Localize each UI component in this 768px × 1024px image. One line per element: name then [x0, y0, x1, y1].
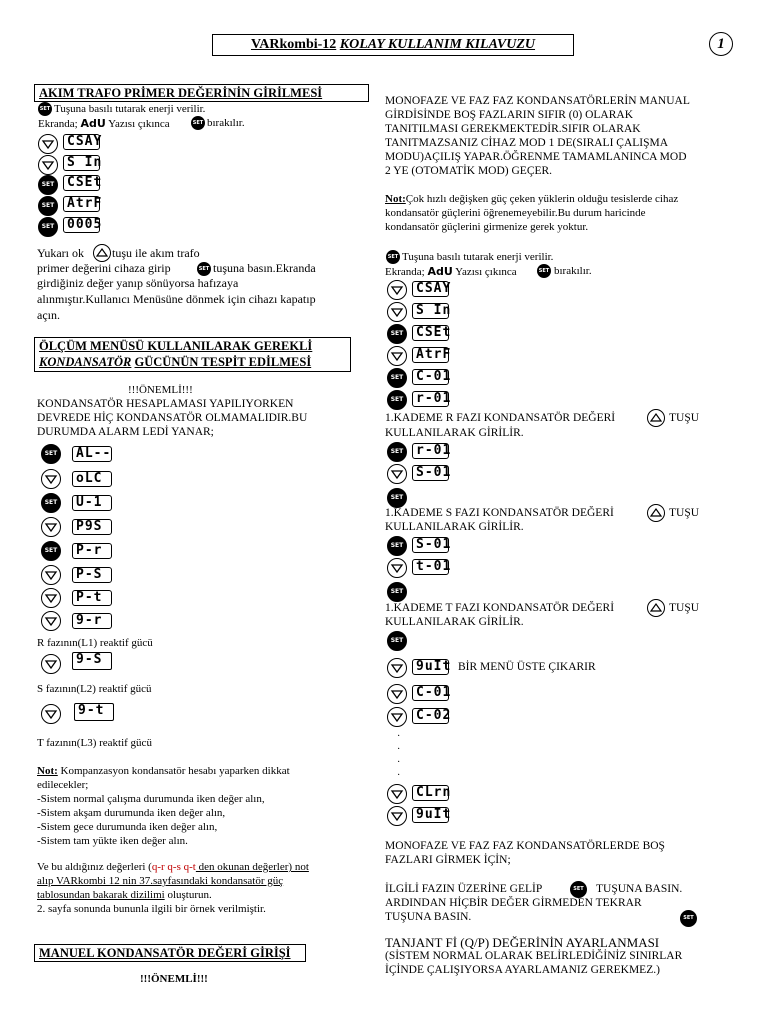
- section1-title: AKIM TRAFO PRİMER DEĞERİNİN GİRİLMESİ: [34, 84, 369, 102]
- sec1-para2: primer değerini cihaza girip: [37, 261, 171, 275]
- sec1-line1: Tuşuna basılı tutarak enerji verilir.: [54, 103, 206, 115]
- set-icon: SET: [680, 910, 697, 927]
- right-line2-end: bırakılır.: [554, 265, 592, 277]
- lcd-display: CSEt: [412, 325, 449, 341]
- step-r-tusu: TUŞU: [669, 412, 700, 424]
- lcd-display: CSAY: [412, 281, 449, 297]
- set-icon: SET: [38, 217, 58, 237]
- section3-title: MANUEL KONDANSATÖR DEĞERİ GİRİŞİ: [34, 944, 306, 962]
- ellipsis-dots: · · · ·: [397, 731, 401, 781]
- set-icon: SET: [387, 582, 407, 602]
- sec1-para3: girdiğiniz değer yanıp sönüyorsa hafızaya: [37, 276, 239, 290]
- lcd-display: CSAY: [63, 134, 100, 150]
- lcd-display: C-01: [412, 685, 449, 701]
- lcd-display: AtrF: [412, 347, 449, 363]
- down-arrow-icon: [41, 654, 61, 674]
- sec1-para2b: tuşuna basın.Ekranda: [213, 261, 316, 275]
- down-arrow-icon: [387, 806, 407, 826]
- lcd-display: 9-t: [74, 703, 114, 721]
- down-arrow-icon: [387, 707, 407, 727]
- step-s2: KULLANILARAK GİRİLİR.: [385, 521, 524, 533]
- right-note1: Not:Çok hızlı değişken güç çeken yüklerin olduğu tesislerde cihaz: [385, 193, 679, 205]
- set-icon: SET: [41, 444, 61, 464]
- page-number: 1: [709, 32, 733, 56]
- set-icon: SET: [387, 631, 407, 651]
- ilgili1b: TUŞUNA BASIN.: [596, 883, 683, 895]
- sec2-p3: tablosundan bakarak dizilimi oluşturun.: [37, 889, 212, 901]
- intro5: MODU)AÇILIŞ YAPAR.ÖĞRENME TAMAMLANINCA MOD: [385, 151, 687, 163]
- lcd-display: 9-r: [72, 613, 112, 629]
- ilgili1: İLGİLİ FAZIN ÜZERİNE GELİP: [385, 883, 543, 895]
- lcd-display: S In: [63, 155, 100, 171]
- sec2-warn1: KONDANSATÖR HESAPLAMASI YAPILIYORKEN: [37, 398, 294, 410]
- lcd-display: r-01: [412, 443, 449, 459]
- lcd-display: 0005: [63, 217, 100, 233]
- set-icon: SET: [387, 536, 407, 556]
- up-arrow-icon: [647, 504, 665, 522]
- tanjant2: İÇİNDE ÇALIŞIYORSA AYARLAMANIZ GEREKMEZ.): [385, 964, 660, 976]
- down-arrow-icon: [387, 684, 407, 704]
- title-brand: VARkombi-12: [250, 37, 337, 52]
- set-icon: SET: [387, 368, 407, 388]
- lcd-display: CLrn: [412, 785, 449, 801]
- sec2-p4: 2. sayfa sonunda bununla ilgili bir örnek verilmiştir.: [37, 903, 266, 915]
- lcd-display: P-t: [72, 590, 112, 606]
- t-phase-label: T fazının(L3) reaktif gücü: [37, 737, 152, 749]
- intro6: 2 YE (OTOMATİK MOD) GEÇER.: [385, 165, 553, 177]
- sec2-warn3: DURUMDA ALARM LEDİ YANAR;: [37, 426, 214, 438]
- set-icon: SET: [570, 881, 587, 898]
- down-arrow-icon: [41, 588, 61, 608]
- set-icon: SET: [537, 264, 551, 278]
- lcd-display: t-01: [412, 559, 449, 575]
- title-rest: KOLAY KULLANIM KILAVUZU: [339, 37, 536, 52]
- right-line1: Tuşuna basılı tutarak enerji verilir.: [402, 251, 554, 263]
- lcd-display: P9S: [72, 519, 112, 535]
- intro1: MONOFAZE VE FAZ FAZ KONDANSATÖRLERİN MANUAL: [385, 95, 690, 107]
- step-r2: KULLANILARAK GİRİLİR.: [385, 427, 524, 439]
- set-icon: SET: [387, 488, 407, 508]
- right-note2: kondansatör güçlerini öğrenemeyebilir.Bu durum haricinde: [385, 207, 646, 219]
- step-s1: 1.KADEME S FAZI KONDANSATÖR DEĞERİ: [385, 507, 614, 519]
- lcd-display: r-01: [412, 391, 449, 407]
- step-t1: 1.KADEME T FAZI KONDANSATÖR DEĞERİ: [385, 602, 615, 614]
- lcd-display: S-01: [412, 465, 449, 481]
- set-icon: SET: [41, 541, 61, 561]
- set-icon: SET: [386, 250, 400, 264]
- quit-text: BİR MENÜ ÜSTE ÇIKARIR: [458, 661, 596, 673]
- lcd-display: 9-S: [72, 652, 112, 670]
- set-icon: SET: [41, 493, 61, 513]
- right-line2: Ekranda; AdU Yazısı çıkınca: [385, 265, 517, 278]
- down-arrow-icon: [387, 464, 407, 484]
- down-arrow-icon: [387, 302, 407, 322]
- intro2: GİRDİSİNDE BOŞ FAZLARIN SIFIR (0) OLARAK: [385, 109, 633, 121]
- up-arrow-icon: [647, 599, 665, 617]
- step-t-tusu: TUŞU: [669, 602, 700, 614]
- set-icon: SET: [38, 102, 52, 116]
- sec1-line2: Ekranda; AdU Yazısı çıkınca: [38, 117, 170, 130]
- sec2-important: !!!ÖNEMLİ!!!: [128, 384, 193, 396]
- step-r1: 1.KADEME R FAZI KONDANSATÖR DEĞERİ: [385, 412, 616, 424]
- set-icon: SET: [387, 390, 407, 410]
- set-icon: SET: [38, 196, 58, 216]
- sec2-note5: -Sistem gece durumunda iken değer alın,: [37, 821, 218, 833]
- up-arrow-icon: [647, 409, 665, 427]
- section2-title: ÖLÇÜM MENÜSÜ KULLANILARAK GEREKLİ KONDANSATÖR GÜCÜNÜN TESPİT EDİLMESİ: [34, 337, 351, 372]
- sec3-important: !!!ÖNEMLİ!!!: [140, 973, 208, 985]
- right-note3: kondansatör güçlerini girmenize gerek yoktur.: [385, 221, 589, 233]
- down-arrow-icon: [387, 558, 407, 578]
- sec1-para1: Yukarı ok: [37, 246, 84, 260]
- lcd-display: AtrF: [63, 196, 100, 212]
- mono1: MONOFAZE VE FAZ FAZ KONDANSATÖRLERDE BOŞ: [385, 840, 665, 852]
- s-phase-label: S fazının(L2) reaktif gücü: [37, 683, 152, 695]
- ilgili3: TUŞUNA BASIN.: [385, 911, 472, 923]
- intro4: TANITMAZSANIZ CİHAZ MOD 1 DE(SIRALI ÇALIŞMA: [385, 137, 669, 149]
- down-arrow-icon: [387, 280, 407, 300]
- step-t2: KULLANILARAK GİRİLİR.: [385, 616, 524, 628]
- lcd-display: C-01: [412, 369, 449, 385]
- up-arrow-icon: [93, 244, 111, 262]
- sec1-line2-end: bırakılır.: [207, 117, 245, 129]
- step-s-tusu: TUŞU: [669, 507, 700, 519]
- down-arrow-icon: [387, 658, 407, 678]
- lcd-display: S In: [412, 303, 449, 319]
- lcd-display: AL--: [72, 446, 112, 462]
- lcd-display: 9uIt: [412, 807, 449, 823]
- mono2: FAZLARI GİRMEK İÇİN;: [385, 854, 511, 866]
- document-title: [212, 34, 574, 56]
- lcd-display: CSEt: [63, 175, 100, 191]
- sec1-para5: açın.: [37, 308, 60, 322]
- lcd-display: C-02: [412, 708, 449, 724]
- sec2-p1: Ve bu aldığınız değerleri (q-r q-s q-t den okunan değerler) not: [37, 861, 309, 873]
- down-arrow-icon: [387, 784, 407, 804]
- lcd-display: P-S: [72, 567, 112, 583]
- down-arrow-icon: [41, 469, 61, 489]
- sec2-note4: -Sistem akşam durumunda iken değer alın,: [37, 807, 226, 819]
- set-icon: SET: [191, 116, 205, 130]
- sec2-note1: Not: Kompanzasyon kondansatör hesabı yaparken dikkat: [37, 765, 290, 777]
- down-arrow-icon: [387, 346, 407, 366]
- down-arrow-icon: [41, 611, 61, 631]
- r-phase-label: R fazının(L1) reaktif gücü: [37, 637, 153, 649]
- sec2-p2: alıp VARkombi 12 nin 37.sayfasındaki kondansatör güç: [37, 875, 284, 887]
- sec2-note6: -Sistem tam yükte iken değer alın.: [37, 835, 188, 847]
- lcd-display: 9uIt: [412, 659, 449, 675]
- lcd-display: S-01: [412, 537, 449, 553]
- set-icon: SET: [197, 262, 211, 276]
- down-arrow-icon: [38, 134, 58, 154]
- ilgili2: ARDINDAN HİÇBİR DEĞER GİRMEDEN TEKRAR: [385, 897, 642, 909]
- sec2-note2: edilecekler;: [37, 779, 89, 791]
- lcd-display: U-1: [72, 495, 112, 511]
- sec2-warn2: DEVREDE HİÇ KONDANSATÖR OLMAMALIDIR.BU: [37, 412, 308, 424]
- set-icon: SET: [387, 324, 407, 344]
- lcd-display: oLC: [72, 471, 112, 487]
- intro3: TANITILMASI GEREKMEKTEDİR.SIFIR OLARAK: [385, 123, 641, 135]
- down-arrow-icon: [41, 565, 61, 585]
- tanjant-title: TANJANT Fİ (Q/P) DEĞERİNİN AYARLANMASI: [385, 935, 660, 950]
- lcd-display: P-r: [72, 543, 112, 559]
- sec1-para4: alınmıştır.Kullanıcı Menüsüne dönmek için cihazı kapatıp: [37, 292, 316, 306]
- set-icon: SET: [38, 175, 58, 195]
- set-icon: SET: [387, 442, 407, 462]
- down-arrow-icon: [41, 704, 61, 724]
- sec1-para1b: tuşu ile akım trafo: [112, 246, 200, 260]
- down-arrow-icon: [38, 155, 58, 175]
- tanjant1: (SİSTEM NORMAL OLARAK BELİRLEDİĞİNİZ SINIRLAR: [385, 950, 683, 962]
- sec2-note3: -Sistem normal çalışma durumunda iken değer alın,: [37, 793, 265, 805]
- down-arrow-icon: [41, 517, 61, 537]
